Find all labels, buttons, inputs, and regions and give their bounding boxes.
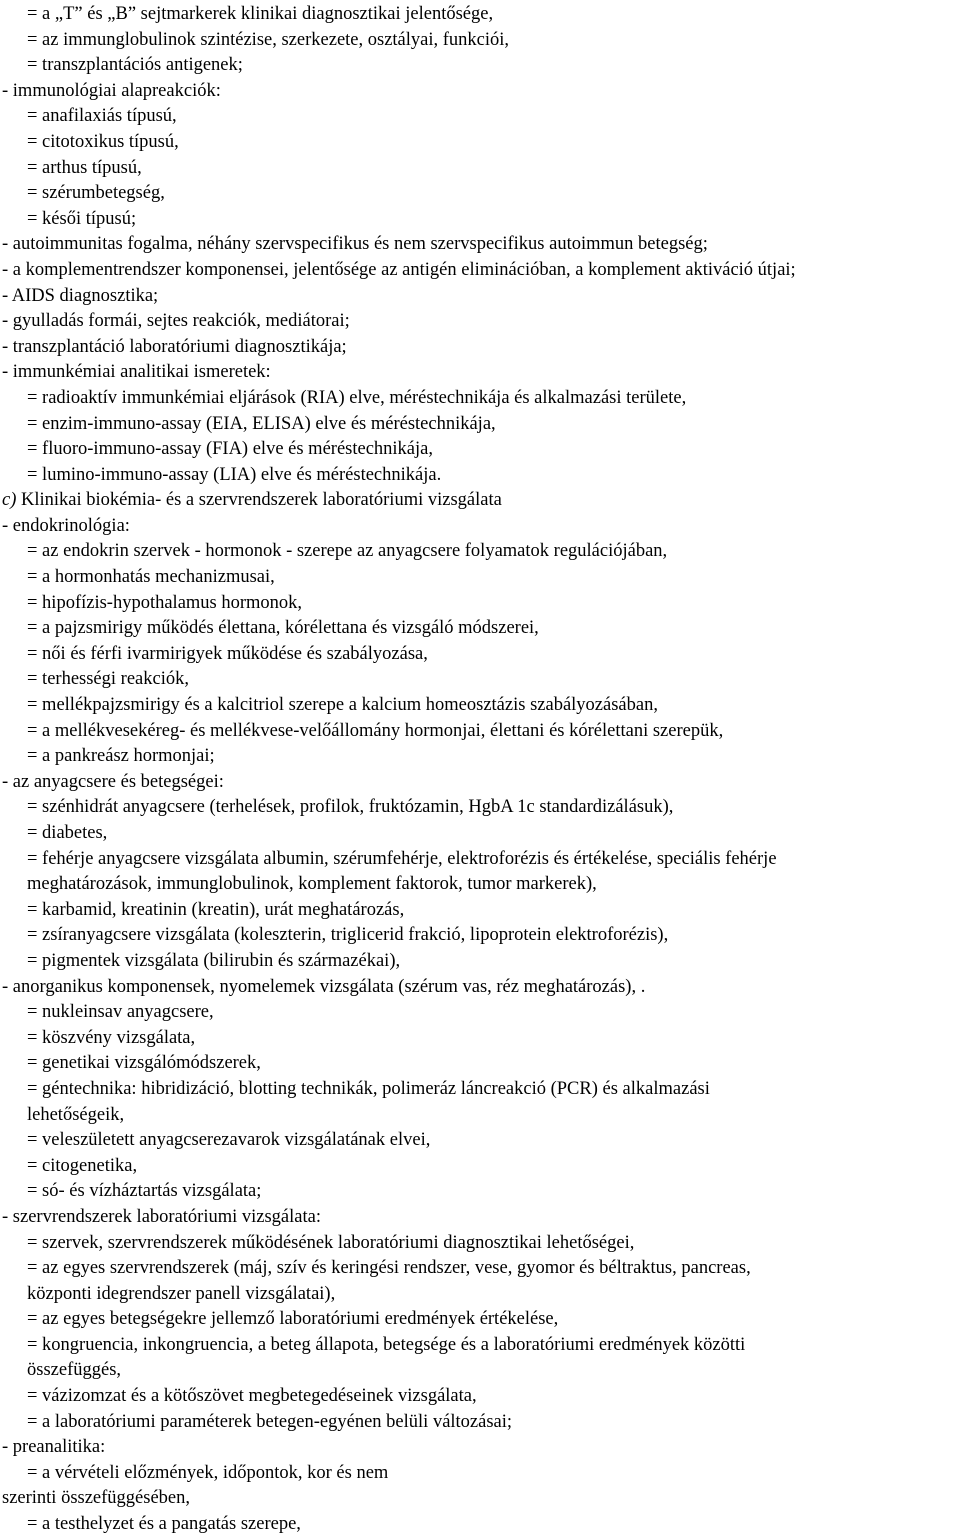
text-line — [0, 1231, 960, 1257]
line-text: = nukleinsav anyagcsere, — [27, 1002, 214, 1023]
text-line — [0, 719, 960, 745]
line-text: = késői típusú; — [27, 208, 137, 229]
text-line — [0, 847, 960, 873]
line-text: = arthus típusú, — [27, 157, 142, 178]
text-line — [0, 258, 960, 284]
text-line — [0, 1051, 960, 1077]
text-line — [0, 514, 960, 540]
text-line — [0, 360, 960, 386]
line-text: = a testhelyzet és a pangatás szerepe, — [27, 1514, 301, 1535]
line-text: = a hormonhatás mechanizmusai, — [27, 567, 275, 588]
text-line — [0, 284, 960, 310]
line-text: = a pankreász hormonjai; — [27, 746, 215, 767]
line-text: = genetikai vizsgálómódszerek, — [27, 1053, 261, 1074]
text-line — [0, 335, 960, 361]
text-line — [0, 1333, 960, 1359]
line-text: = az endokrin szervek - hormonok - szerepe az anyagcsere folyamatok regulációjában, — [27, 541, 668, 562]
line-text: = hipofízis-hypothalamus hormonok, — [27, 592, 303, 613]
line-text: = a vérvételi előzmények, időpontok, kor és nem — [27, 1462, 389, 1483]
line-text: lehetőségeik, — [27, 1104, 125, 1125]
section-letter: c) — [2, 490, 17, 511]
line-text: - transzplantáció laboratóriumi diagnosztikája; — [2, 336, 347, 357]
line-text: = citotoxikus típusú, — [27, 131, 179, 152]
line-text: = veleszületett anyagcserezavarok vizsgálatának elvei, — [27, 1130, 431, 1151]
text-line — [0, 667, 960, 693]
line-text: = zsíranyagcsere vizsgálata (koleszterin, triglicerid frakció, lipoprotein elektroforézis), — [27, 925, 669, 946]
line-text: = karbamid, kreatinin (kreatin), urát meghatározás, — [27, 899, 405, 920]
line-text: meghatározások, immunglobulinok, komplement faktorok, tumor markerek), — [27, 874, 597, 895]
text-line — [0, 795, 960, 821]
line-text: = fluoro-immuno-assay (FIA) elve és méréstechnikája, — [27, 439, 433, 460]
line-text: központi idegrendszer panell vizsgálatai), — [27, 1283, 336, 1304]
text-line — [0, 1410, 960, 1436]
text-line — [0, 156, 960, 182]
text-line — [0, 693, 960, 719]
line-text: = a laboratóriumi paraméterek betegen-egyénen belüli változásai; — [27, 1411, 513, 1432]
line-text: = szérumbetegség, — [27, 183, 165, 204]
text-line — [0, 1486, 960, 1512]
text-line — [0, 616, 960, 642]
line-text: = só- és vízháztartás vizsgálata; — [27, 1181, 262, 1202]
text-line — [0, 1435, 960, 1461]
line-text: = az egyes betegségekre jellemző laboratóriumi eredmények értékelése, — [27, 1309, 559, 1330]
line-text: = vázizomzat és a kötőszövet megbetegedéseinek vizsgálata, — [27, 1386, 477, 1407]
text-line — [0, 949, 960, 975]
line-text: - szervrendszerek laboratóriumi vizsgálata: — [2, 1206, 321, 1227]
text-line — [0, 1103, 960, 1129]
text-line — [0, 1461, 960, 1487]
text-line — [0, 1282, 960, 1308]
text-line — [0, 130, 960, 156]
line-text: = az egyes szervrendszerek (máj, szív és keringési rendszer, vese, gyomor és béltraktus, pancreas, — [27, 1258, 751, 1279]
text-line — [0, 1256, 960, 1282]
line-text: - immunkémiai analitikai ismeretek: — [2, 362, 271, 383]
text-line — [0, 232, 960, 258]
line-text: = fehérje anyagcsere vizsgálata albumin, szérumfehérje, elektroforézis és értékelése, speciális fehérje — [27, 848, 777, 869]
text-line — [0, 2, 960, 28]
text-line — [0, 821, 960, 847]
line-text: - anorganikus komponensek, nyomelemek vizsgálata (szérum vas, réz meghatározás), . — [2, 976, 646, 997]
line-text: = köszvény vizsgálata, — [27, 1027, 196, 1048]
text-line — [0, 463, 960, 489]
line-text: = transzplantációs antigenek; — [27, 55, 243, 76]
text-line — [0, 437, 960, 463]
text-line — [0, 975, 960, 1001]
text-line — [0, 565, 960, 591]
text-line — [0, 1128, 960, 1154]
line-text: - endokrinológia: — [2, 515, 130, 536]
line-text: szerinti összefüggésében, — [2, 1488, 191, 1509]
line-text: - az anyagcsere és betegségei: — [2, 771, 224, 792]
line-text: = diabetes, — [27, 823, 108, 843]
text-line — [0, 539, 960, 565]
text-line — [0, 104, 960, 130]
text-line — [0, 744, 960, 770]
line-text: - immunológiai alapreakciók: — [2, 80, 221, 101]
line-text: = citogenetika, — [27, 1155, 138, 1176]
line-text: - a komplementrendszer komponensei, jelentősége az antigén eliminációban, a komplement aktiváció útjai; — [2, 259, 796, 280]
line-text: - AIDS diagnosztika; — [2, 285, 159, 306]
text-line — [0, 181, 960, 207]
line-text: = anafilaxiás típusú, — [27, 106, 177, 127]
line-text: Klinikai biokémia- és a szervrendszerek laboratóriumi vizsgálata — [16, 490, 502, 511]
text-line — [0, 1512, 960, 1538]
text-line — [0, 1307, 960, 1333]
text-line — [0, 1205, 960, 1231]
text-line — [0, 591, 960, 617]
text-line — [0, 386, 960, 412]
line-text: = pigmentek vizsgálata (bilirubin és származékai), — [27, 950, 401, 971]
text-line — [0, 1154, 960, 1180]
line-text: = lumino-immuno-assay (LIA) elve és méréstechnikája. — [27, 464, 442, 485]
line-text: = szénhidrát anyagcsere (terhelések, profilok, fruktózamin, HgbA 1c standardizálásuk), — [27, 797, 674, 818]
line-text: = a mellékvesekéreg- és mellékvese-velőállomány hormonjai, élettani és kórélettani szerepük, — [27, 720, 724, 741]
line-text: = az immunglobulinok szintézise, szerkezete, osztályai, funkciói, — [27, 29, 510, 50]
line-text: = a „T” és „B” sejtmarkerek klinikai diagnosztikai jelentősége, — [27, 4, 494, 24]
line-text: - preanalitika: — [2, 1437, 106, 1458]
text-line — [0, 207, 960, 233]
text-line — [0, 1384, 960, 1410]
text-line — [0, 872, 960, 898]
text-line — [0, 28, 960, 54]
text-line — [0, 53, 960, 79]
line-text: = női és férfi ivarmirigyek működése és szabályozása, — [27, 643, 428, 664]
line-text: - autoimmunitas fogalma, néhány szervspecifikus és nem szervspecifikus autoimmun betegség; — [2, 234, 708, 255]
text-line — [0, 642, 960, 668]
line-text: = enzim-immuno-assay (EIA, ELISA) elve és méréstechnikája, — [27, 413, 496, 434]
text-line — [0, 412, 960, 438]
line-text: - gyulladás formái, sejtes reakciók, mediátorai; — [2, 311, 350, 332]
text-line — [0, 1077, 960, 1103]
text-line — [0, 309, 960, 335]
text-line — [0, 923, 960, 949]
line-text: = a pajzsmirigy működés élettana, kórélettana és vizsgáló módszerei, — [27, 618, 539, 639]
line-text: = géntechnika: hibridizáció, blotting technikák, polimeráz láncreakció (PCR) és alkalmazási — [27, 1078, 710, 1099]
text-line — [0, 898, 960, 924]
line-text: = szervek, szervrendszerek működésének laboratóriumi diagnosztikai lehetőségei, — [27, 1232, 635, 1253]
line-text: = terhességi reakciók, — [27, 669, 189, 690]
text-line — [0, 1179, 960, 1205]
line-text: összefüggés, — [27, 1360, 122, 1381]
text-line — [0, 488, 960, 514]
line-text: = kongruencia, inkongruencia, a beteg állapota, betegsége és a laboratóriumi eredmények közötti — [27, 1334, 746, 1355]
text-line — [0, 770, 960, 796]
line-text: = mellékpajzsmirigy és a kalcitriol szerepe a kalcium homeosztázis szabályozásában, — [27, 695, 658, 716]
text-line — [0, 79, 960, 105]
text-line — [0, 1000, 960, 1026]
line-text: = radioaktív immunkémiai eljárások (RIA) elve, méréstechnikája és alkalmazási területe, — [27, 387, 687, 408]
text-line — [0, 1026, 960, 1052]
text-line — [0, 1358, 960, 1384]
